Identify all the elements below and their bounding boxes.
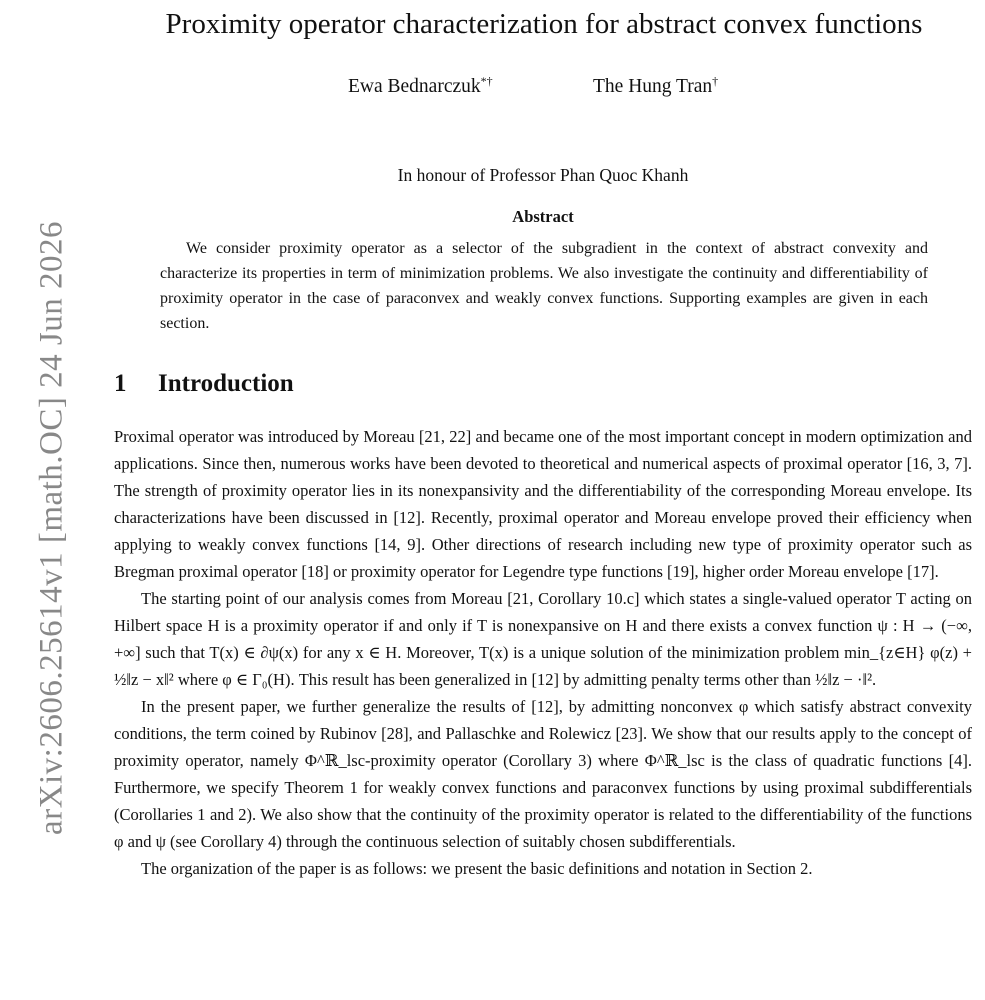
abstract-heading: Abstract bbox=[512, 207, 574, 226]
paragraph: The organization of the paper is as follows: we present the basic definitions and notation in Section 2. bbox=[141, 859, 813, 878]
dedication: In honour of Professor Phan Quoc Khanh bbox=[397, 165, 689, 185]
paragraph: Proximal operator was introduced by Moreau [21, 22] and became one of the most important concept in modern optimization and applications. Since then, numerous works have been devoted to theoretical and numerical aspects of proximal operator [16, 3, 7]. The strength of proximity operator lies in its nonexpansivity and the differentiability of the corresponding Moreau envelope. Its characterizations have been discussed in [12]. Recently, proximal operator and Moreau envelope proved their efficiency when applying to weakly convex functions [14, 9]. Other directions of research including new type of proximity operator such as Bregman proximal operator [18] or proximity operator for Legendre type functions [19], higher order Moreau envelope [17]. bbox=[114, 427, 972, 581]
author-1 bbox=[348, 74, 493, 98]
author-2-name: The Hung Tran bbox=[593, 76, 713, 97]
section-heading bbox=[114, 370, 294, 398]
arxiv-identifier: arXiv:2606.25614v1 [math.OC] 24 Jun 2026 bbox=[33, 221, 70, 835]
section-number: 1 bbox=[114, 370, 127, 397]
paper-title: Proximity operator characterization for abstract convex functions bbox=[165, 8, 923, 40]
author-1-name: Ewa Bednarczuk bbox=[348, 76, 481, 97]
section-title: Introduction bbox=[158, 370, 294, 397]
body-text bbox=[114, 423, 972, 882]
paragraph: In the present paper, we further generalize the results of [12], by admitting nonconvex φ which satisfy abstract convexity conditions, the term coined by Rubinov [28], and Pallaschke and Rolewicz [23]. We show that our results apply to the concept of proximity operator, namely Φ^ℝ_lsc-proximity operator (Corollary 3) where Φ^ℝ_lsc is the class of quadratic functions [4]. Furthermore, we specify Theorem 1 for weakly convex functions and paraconvex functions by using proximal subdifferentials (Corollaries 1 and 2). We also show that the continuity of the proximity operator is related to the differentiability of the functions φ and ψ (see Corollary 4) through the continuous selection of suitably chosen subdifferentials. bbox=[114, 697, 972, 851]
author-2 bbox=[593, 74, 718, 98]
author-1-affiliation-marks: *† bbox=[480, 74, 493, 88]
abstract-text: We consider proximity operator as a selector of the subgradient in the context of abstract convexity and characterize its properties in term of minimization problems. We also investigate the continuity and differentiability of proximity operator in the case of paraconvex and weakly convex functions. Supporting examples are given in each section. bbox=[160, 240, 928, 332]
paragraph: The starting point of our analysis comes from Moreau [21, Corollary 10.c] which states a single-valued operator T acting on Hilbert space H is a proximity operator if and only if T is nonexpansive on H and there exists a convex function ψ : H → (−∞, +∞] such that T(x) ∈ ∂ψ(x) for any x ∈ H. Moreover, T(x) is a unique solution of the minimization problem min_{z∈H} φ(z) + ½‖z − x‖² where φ ∈ Γ₀(H). This result has been generalized in [12] by admitting penalty terms other than ½‖z − ·‖². bbox=[114, 589, 972, 689]
author-2-affiliation-marks: † bbox=[712, 74, 719, 88]
